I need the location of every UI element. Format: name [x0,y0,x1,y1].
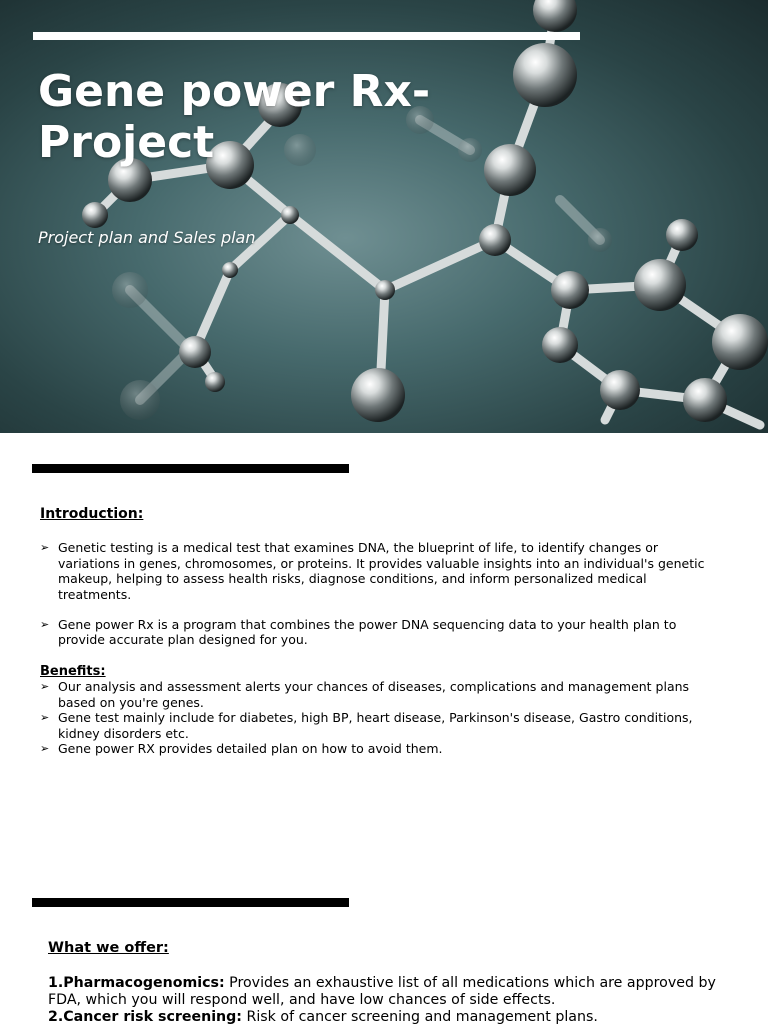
page-title: Gene power Rx- Project [38,66,431,168]
arrowhead-bullet-icon: ➢ [40,541,50,555]
section-divider-intro [32,464,349,473]
introduction-section [40,507,720,648]
offer-item-text: Provides an exhaustive list of all medications which are approved by FDA, which you will respond well, and have low chances of side effects. [48,975,716,1008]
arrowhead-bullet-icon: ➢ [40,618,50,632]
list-item [40,710,720,741]
hero-top-rule [33,32,580,40]
benefits-section [40,664,720,756]
benefits-list [40,679,720,756]
benefit-item-text: Gene test mainly include for diabetes, high BP, heart disease, Parkinson's disease, Gastro conditions, kidney disorders etc. [58,710,693,741]
offer-item-term: 1.Pharmacogenomics: [48,975,225,991]
benefit-item-text: Our analysis and assessment alerts your chances of diseases, complications and management plans based on you're genes. [58,679,690,710]
page-subtitle: Project plan and Sales plan [38,228,256,247]
arrowhead-bullet-icon: ➢ [40,742,50,756]
molecule-model-image [0,0,768,433]
benefits-heading: Benefits: [40,664,106,679]
section-divider-offer [32,898,349,907]
offer-section [48,940,728,1026]
offer-item-term: 2.Cancer risk screening: [48,1009,242,1025]
introduction-heading: Introduction: [40,506,144,522]
list-item [40,540,720,602]
offer-item [48,1009,728,1026]
arrowhead-bullet-icon: ➢ [40,680,50,694]
offer-heading: What we offer: [48,940,169,956]
list-item [40,617,720,648]
list-item [40,741,720,756]
introduction-item-text: Gene power Rx is a program that combines the power DNA sequencing data to your health plan to provide accurate plan designed for you. [58,617,677,648]
title-slide-hero [0,0,768,433]
offer-item-text: Risk of cancer screening and management plans. [241,1009,598,1025]
introduction-item-text: Genetic testing is a medical test that examines DNA, the blueprint of life, to identify changes or variations in genes, chromosomes, or proteins. It provides valuable insights into an individual's genetic makeup, helping to assess health risks, diagnose conditions, and inform personalized medical treatments. [58,540,705,602]
benefit-item-text: Gene power RX provides detailed plan on how to avoid them. [58,741,443,757]
list-item [40,679,720,710]
offer-item [48,975,728,1009]
introduction-list [40,540,720,647]
arrowhead-bullet-icon: ➢ [40,711,50,725]
